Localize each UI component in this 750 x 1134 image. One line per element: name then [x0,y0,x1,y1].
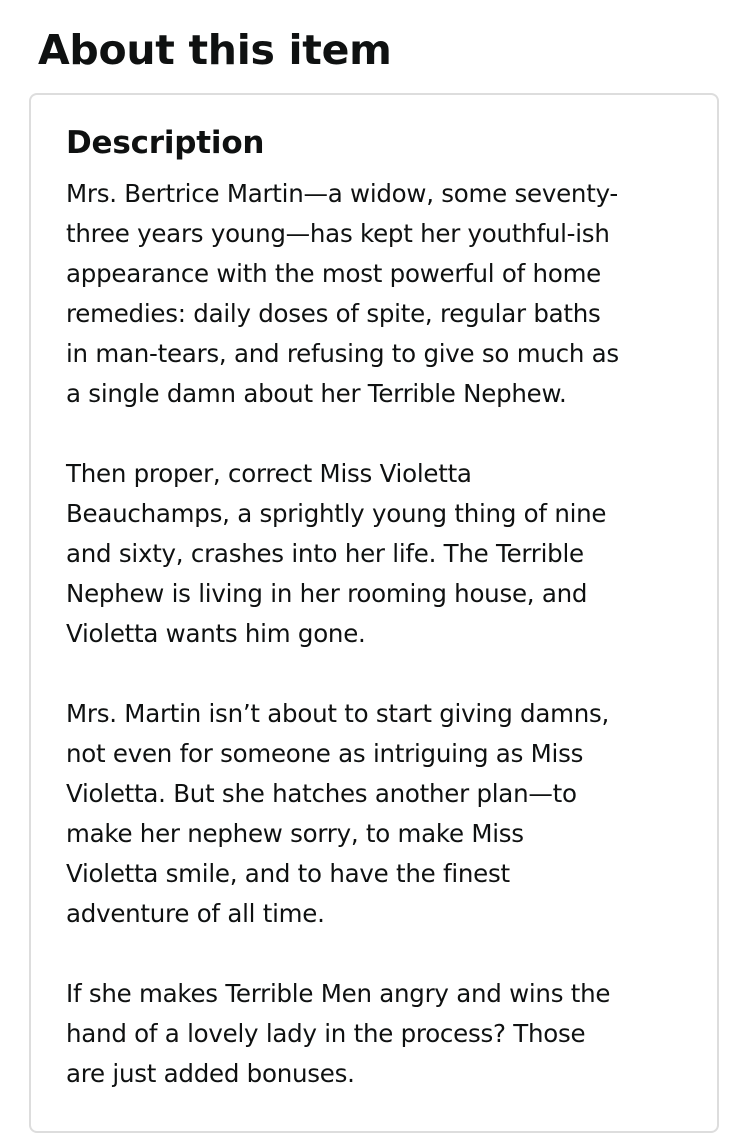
description-heading: Description [66,125,265,161]
section-title: About this item [38,26,392,74]
description-body [66,174,704,1134]
description-paragraph: Then proper, correct Miss Violetta Beauchamps, a sprightly young thing of nine and sixty, crashes into her life. The Terrible Nephew is living in her rooming house, and Violetta wants him gone. [66,459,607,648]
description-card [29,93,719,1133]
description-paragraph: Mrs. Martin isn’t about to start giving damns, not even for someone as intriguing as Miss Violetta. But she hatches another plan—to make her nephew sorry, to make Miss Violetta smile, and to have the finest adventure of all time. [66,699,610,928]
description-paragraph: If she makes Terrible Men angry and wins the hand of a lovely lady in the process? Those are just added bonuses. [66,979,611,1088]
description-paragraph: Mrs. Bertrice Martin—a widow, some seventy- three years young—has kept her youthful-ish appearance with the most powerful of home remedies: daily doses of spite, regular baths in man-tears, and refusing to give so much as a single damn about her Terrible Nephew. [66,179,619,408]
